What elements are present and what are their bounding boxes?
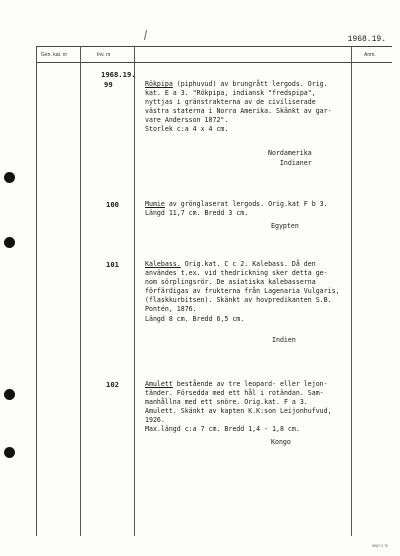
column-header-gen-kat: Gen. kat. nr bbox=[41, 52, 68, 58]
entry-text bbox=[145, 200, 328, 218]
punch-hole bbox=[4, 172, 15, 183]
inventory-prefix: 1968.19. bbox=[101, 70, 136, 79]
entry-text bbox=[145, 260, 340, 324]
column-header-anm: Anm. bbox=[364, 52, 376, 58]
region-label: Indien bbox=[272, 336, 296, 344]
punch-hole bbox=[4, 447, 15, 458]
column-rule bbox=[134, 46, 135, 536]
inventory-number: 100 bbox=[106, 200, 119, 209]
pen-mark bbox=[144, 30, 147, 40]
entry-description: av grönglaserat lergods. Orig.kat F b 3. Längd 11,7 cm. Bredd 3 cm. bbox=[145, 200, 328, 218]
column-header-inv: Inv. nr bbox=[97, 52, 111, 58]
inventory-number: 101 bbox=[106, 260, 119, 269]
entry-title: Rökpipa bbox=[145, 80, 173, 88]
header-rule-bottom bbox=[36, 62, 392, 63]
column-rule bbox=[351, 46, 352, 536]
entry-text bbox=[145, 380, 332, 435]
region-label: Nordamerika Indianer bbox=[268, 149, 312, 167]
region-label: Egypten bbox=[271, 222, 299, 230]
print-mark: 8967 2.70 bbox=[372, 544, 388, 548]
entry-title: Amulett bbox=[145, 380, 173, 388]
entry-description: (piphuvud) av brungrått lergods. Orig. kat. E a 3. "Rökpipa, indiansk "fredspipa", nyttjas i gränstrakterna av de civiliserade västra staterna i Norra Amerika. Skänkt av gar- vare Andersson 1872". Storlek c:a 4 x 4 cm. bbox=[145, 80, 332, 134]
entry-description: bestående av tre leopard- eller lejon- tänder. Försedda med ett hål i rotändan. Sam- manhållna med ett snöre. Orig.kat. F a 3. Amulett. Skänkt av kapten K.K:son Leijonhufvud, 1926. Max.längd c:a 7 cm. Bredd 1,4 - 1,8 cm. bbox=[145, 380, 332, 434]
entry-text bbox=[145, 80, 332, 135]
column-rule bbox=[80, 46, 81, 536]
punch-hole bbox=[4, 237, 15, 248]
punch-hole bbox=[4, 389, 15, 400]
inventory-number: 99 bbox=[104, 80, 113, 89]
column-rule bbox=[36, 46, 37, 536]
header-rule-top bbox=[36, 46, 392, 47]
entry-title: Kalebass. bbox=[145, 260, 181, 268]
catalogue-number: 1968.19. bbox=[347, 35, 386, 44]
entry-description: Orig.kat. C c 2. Kalebass. Då den användes t.ex. vid thedrickning sker detta ge- nom sörplingsrör. De asiatiska kalebasserna förfärdigas av frukterna från Lagenaria Vulgaris, (flaskkurbitsen). Skänkt av hovpredikanten S.B. Pontén, 1876. Längd 8 cm. Bredd 6,5 cm. bbox=[145, 260, 340, 323]
entry-title: Mumie bbox=[145, 200, 165, 208]
region-label: Kongo bbox=[271, 438, 291, 446]
inventory-number: 102 bbox=[106, 380, 119, 389]
